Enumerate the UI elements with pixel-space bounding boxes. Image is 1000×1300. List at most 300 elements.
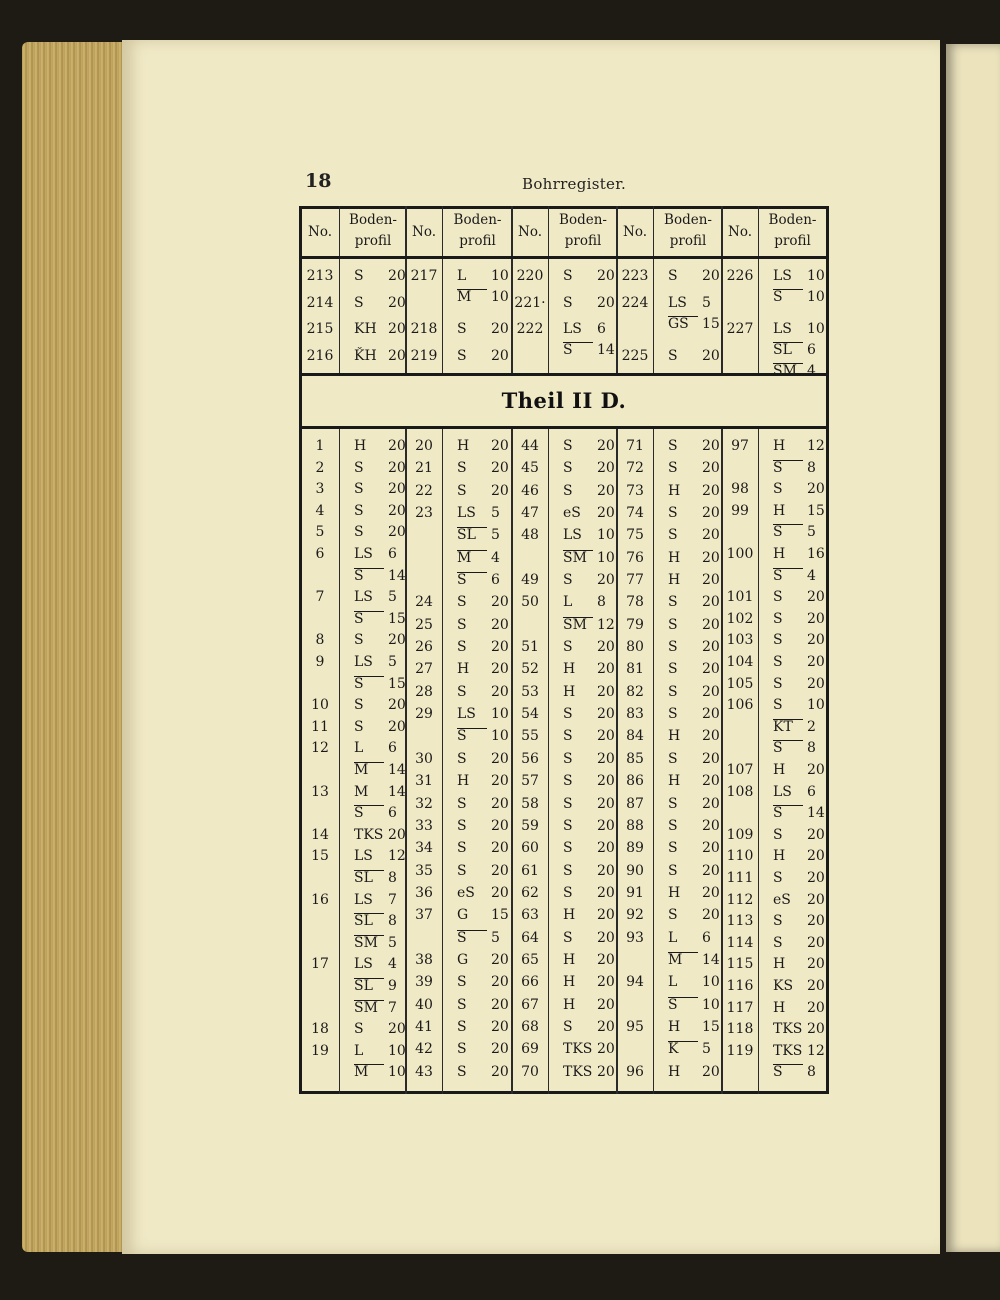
entry-number: 106 — [726, 697, 754, 714]
soil-code: S — [668, 505, 678, 522]
depth-value: 20 — [702, 482, 720, 499]
section-title: Theil II D. — [501, 388, 627, 413]
profile-line — [668, 572, 720, 588]
entry-number: 119 — [726, 1042, 754, 1059]
entry-number: 17 — [311, 956, 329, 973]
profile-line — [773, 913, 825, 929]
depth-value: 20 — [597, 1018, 615, 1035]
profile-line — [563, 885, 615, 901]
depth-value: 20 — [388, 524, 406, 541]
soil-code: S — [668, 907, 678, 924]
depth-value: 20 — [702, 594, 720, 611]
profile-line — [457, 348, 512, 364]
entry-number: 26 — [415, 639, 433, 656]
profile-line — [457, 751, 509, 767]
depth-value: 20 — [491, 616, 509, 633]
entry-number: 23 — [415, 505, 433, 522]
depth-value: 20 — [702, 661, 720, 678]
entry-number: 29 — [415, 706, 433, 723]
profile-line — [563, 342, 617, 358]
depth-value: 5 — [491, 527, 500, 544]
profile-line — [773, 762, 825, 778]
profile-line — [773, 268, 826, 284]
entry-number: 108 — [726, 783, 754, 800]
profile-line — [354, 870, 406, 886]
depth-value: 4 — [491, 549, 500, 566]
entry-number: 77 — [626, 572, 644, 589]
entry-number: 214 — [306, 294, 334, 311]
soil-code: S — [354, 805, 384, 821]
entry-number: 33 — [415, 817, 433, 834]
entry-number: 101 — [726, 589, 754, 606]
soil-code: M — [457, 550, 487, 566]
entry-number: 36 — [415, 884, 433, 901]
entry-number: 66 — [521, 974, 539, 991]
profile-line — [668, 684, 720, 700]
profile-line — [354, 589, 406, 605]
soil-code: S — [773, 289, 803, 305]
depth-value: 20 — [597, 505, 615, 522]
depth-value: 20 — [702, 840, 720, 857]
soil-code: TKS — [563, 1063, 593, 1080]
header-rule — [302, 256, 826, 259]
depth-value: 4 — [807, 567, 816, 584]
header-line-1: Boden- — [664, 212, 712, 228]
profile-line — [773, 827, 825, 843]
soil-code: S — [563, 862, 573, 879]
entry-number: 22 — [415, 482, 433, 499]
entry-number: 73 — [626, 482, 644, 499]
depth-value: 7 — [388, 999, 397, 1016]
entry-number: 42 — [415, 1041, 433, 1058]
depth-value: 8 — [807, 740, 816, 757]
header-bodenprofil — [654, 210, 722, 252]
entry-number: 76 — [626, 549, 644, 566]
profile-line — [773, 589, 825, 605]
profile-line — [563, 594, 615, 610]
soil-code: S — [457, 817, 467, 834]
soil-code: S — [773, 1064, 803, 1080]
profile-line — [773, 363, 826, 379]
depth-value: 20 — [388, 347, 406, 364]
depth-value: 20 — [597, 572, 615, 589]
profile-line — [773, 956, 825, 972]
depth-value: 15 — [807, 502, 825, 519]
entry-number: 59 — [521, 817, 539, 834]
depth-value: 20 — [491, 594, 509, 611]
soil-code: S — [563, 268, 573, 284]
entry-number: 102 — [726, 610, 754, 627]
soil-code: M — [668, 952, 698, 968]
entry-number: 107 — [726, 762, 754, 778]
soil-code: S — [457, 728, 487, 744]
soil-code: ǨH — [354, 347, 377, 364]
depth-value: 20 — [807, 999, 825, 1016]
soil-code: KH — [354, 321, 377, 337]
entry-number: 105 — [726, 675, 754, 692]
profile-line — [563, 930, 615, 946]
profile-line — [773, 546, 825, 562]
entry-number: 95 — [626, 1018, 644, 1035]
profile-line — [773, 460, 825, 476]
soil-code: S — [668, 997, 698, 1013]
soil-code: eS — [457, 884, 475, 901]
soil-code: H — [563, 907, 576, 924]
depth-value: 12 — [388, 848, 406, 865]
depth-value: 6 — [388, 805, 397, 822]
profile-line — [773, 568, 825, 584]
entry-number: 86 — [626, 773, 644, 790]
profile-line — [354, 978, 406, 994]
depth-value: 20 — [388, 438, 406, 454]
profile-line — [773, 892, 825, 908]
entry-number: 100 — [726, 546, 754, 562]
soil-code: eS — [563, 505, 581, 522]
entry-number: 218 — [410, 321, 438, 337]
profile-line — [773, 935, 825, 951]
profile-line — [668, 550, 720, 566]
depth-value: 20 — [807, 481, 825, 498]
entry-number: 65 — [521, 951, 539, 968]
header-line-1: Boden- — [559, 212, 607, 228]
profile-line — [563, 684, 615, 700]
depth-value: 20 — [702, 460, 720, 477]
entry-number: 68 — [521, 1018, 539, 1035]
entry-number: 10 — [311, 697, 329, 714]
soil-code: LS — [773, 783, 792, 800]
entry-number: 53 — [521, 683, 539, 700]
depth-value: 20 — [597, 884, 615, 901]
entry-number: 79 — [626, 616, 644, 633]
entry-number: 90 — [626, 862, 644, 879]
soil-code: S — [354, 676, 384, 692]
entry-number: 114 — [726, 934, 754, 951]
profile-line — [563, 527, 615, 543]
depth-value: 20 — [491, 1063, 509, 1080]
soil-code: L — [668, 974, 678, 991]
soil-code: S — [668, 639, 678, 656]
profile-line — [354, 611, 406, 627]
header-no: No. — [728, 224, 752, 240]
soil-code: LS — [354, 654, 373, 670]
soil-code: SL — [773, 342, 803, 358]
entry-number: 19 — [311, 1042, 329, 1059]
soil-code: LS — [354, 848, 373, 865]
soil-code: LS — [457, 505, 476, 522]
profile-line — [457, 639, 509, 655]
depth-value: 10 — [807, 289, 825, 305]
profile-line — [354, 740, 406, 756]
depth-value: 20 — [702, 884, 720, 901]
soil-code: S — [773, 805, 803, 821]
depth-value: 20 — [702, 817, 720, 834]
entry-number: 118 — [726, 1021, 754, 1038]
profile-line — [773, 438, 825, 454]
profile-line — [668, 773, 720, 789]
depth-value: 20 — [702, 1063, 720, 1080]
profile-line — [457, 617, 509, 633]
profile-line — [773, 654, 825, 670]
entry-number: 97 — [731, 438, 749, 454]
depth-value: 10 — [807, 268, 825, 284]
depth-value: 6 — [807, 342, 816, 358]
header-line-1: Boden- — [349, 212, 397, 228]
entry-number: 15 — [311, 848, 329, 865]
soil-code: S — [668, 817, 678, 834]
profile-line — [773, 1043, 825, 1059]
soil-code: S — [354, 568, 384, 584]
entry-number: 81 — [626, 661, 644, 678]
profile-line — [457, 505, 509, 521]
entry-number: 45 — [521, 460, 539, 477]
profile-line — [457, 818, 509, 834]
depth-value: 20 — [597, 438, 615, 454]
soil-code: S — [668, 706, 678, 723]
soil-code: H — [668, 1063, 681, 1080]
entry-number: 35 — [415, 862, 433, 879]
profile-line — [563, 1041, 615, 1057]
soil-code: LS — [773, 321, 792, 337]
soil-code: S — [457, 616, 467, 633]
soil-code: S — [354, 611, 384, 627]
soil-code: H — [457, 661, 470, 678]
profile-line — [773, 1000, 825, 1016]
depth-value: 20 — [597, 840, 615, 857]
entry-number: 37 — [415, 907, 433, 924]
depth-value: 20 — [491, 840, 509, 857]
soil-code: H — [773, 956, 786, 973]
soil-code: S — [668, 616, 678, 633]
soil-code: SL — [354, 978, 384, 994]
profile-line — [354, 719, 406, 735]
entry-number: 55 — [521, 728, 539, 745]
entry-number: 62 — [521, 884, 539, 901]
soil-code: S — [773, 632, 783, 649]
entry-number: 71 — [626, 438, 644, 454]
soil-code: H — [668, 482, 681, 499]
depth-value: 20 — [807, 891, 825, 908]
soil-code: S — [354, 294, 364, 311]
soil-code: S — [354, 502, 364, 519]
depth-value: 20 — [702, 795, 720, 812]
depth-value: 14 — [388, 567, 406, 584]
profile-line — [354, 762, 406, 778]
facing-page-edge — [946, 44, 1000, 1252]
depth-value: 20 — [702, 347, 720, 364]
profile-line — [773, 848, 825, 864]
entry-number: 220 — [516, 268, 544, 284]
depth-value: 16 — [807, 546, 825, 562]
entry-number: 63 — [521, 907, 539, 924]
depth-value: 4 — [807, 363, 816, 379]
entry-number: 28 — [415, 683, 433, 700]
entry-number: 44 — [521, 438, 539, 454]
entry-number: 61 — [521, 862, 539, 879]
profile-line — [668, 840, 720, 856]
entry-number: 110 — [726, 848, 754, 865]
depth-value: 14 — [702, 951, 720, 968]
profile-line — [773, 342, 826, 358]
profile-line — [773, 321, 826, 337]
profile-line — [668, 460, 720, 476]
depth-value: 20 — [807, 956, 825, 973]
depth-value: 20 — [702, 728, 720, 745]
soil-code: S — [457, 347, 467, 364]
profile-line — [563, 1064, 615, 1080]
depth-value: 20 — [702, 268, 720, 284]
profile-line — [563, 773, 615, 789]
entry-number: 32 — [415, 795, 433, 812]
depth-value: 20 — [807, 632, 825, 649]
depth-value: 5 — [702, 1041, 711, 1058]
profile-line — [563, 974, 615, 990]
depth-value: 20 — [597, 639, 615, 656]
depth-value: 20 — [491, 974, 509, 991]
profile-line — [563, 617, 615, 633]
entry-number: 223 — [621, 268, 649, 284]
profile-line — [563, 706, 615, 722]
soil-code: S — [457, 795, 467, 812]
depth-value: 20 — [702, 773, 720, 790]
profile-line — [354, 827, 406, 843]
profile-line — [668, 1041, 720, 1057]
soil-code: S — [668, 527, 678, 544]
soil-code: GS — [668, 316, 698, 332]
entry-number: 70 — [521, 1063, 539, 1080]
entry-number: 57 — [521, 773, 539, 790]
entry-number: 12 — [311, 740, 329, 757]
header-line-2: profil — [564, 233, 602, 249]
entry-number: 31 — [415, 773, 433, 790]
depth-value: 20 — [597, 706, 615, 723]
depth-value: 6 — [702, 929, 711, 946]
profile-line — [773, 870, 825, 886]
profile-line — [773, 784, 825, 800]
entry-number: 56 — [521, 750, 539, 767]
profile-line — [457, 1019, 509, 1035]
column-rule — [548, 206, 550, 1094]
soil-code: S — [457, 572, 487, 588]
soil-code: S — [563, 482, 573, 499]
soil-code: H — [563, 683, 576, 700]
profile-line — [457, 863, 509, 879]
depth-value: 6 — [388, 740, 397, 757]
profile-line — [668, 594, 720, 610]
profile-line — [563, 572, 615, 588]
profile-line — [563, 863, 615, 879]
profile-line — [773, 289, 826, 305]
depth-value: 20 — [702, 683, 720, 700]
depth-value: 20 — [702, 907, 720, 924]
depth-value: 10 — [388, 1064, 406, 1081]
soil-code: H — [563, 996, 576, 1013]
profile-line — [668, 1064, 720, 1080]
depth-value: 14 — [597, 342, 615, 358]
entry-number: 40 — [415, 996, 433, 1013]
depth-value: 20 — [597, 795, 615, 812]
depth-value: 10 — [491, 728, 509, 745]
entry-number: 82 — [626, 683, 644, 700]
depth-value: 15 — [702, 1018, 720, 1035]
soil-code: S — [668, 862, 678, 879]
depth-value: 20 — [702, 505, 720, 522]
profile-line — [457, 661, 509, 677]
entry-number: 112 — [726, 891, 754, 908]
depth-value: 20 — [807, 762, 825, 778]
profile-line — [457, 1064, 509, 1080]
profile-line — [563, 295, 617, 311]
soil-code: SL — [354, 913, 384, 929]
entry-number: 25 — [415, 616, 433, 633]
profile-line — [457, 527, 509, 543]
header-line-2: profil — [354, 233, 392, 249]
profile-line — [457, 572, 509, 588]
soil-code: M — [354, 1064, 384, 1080]
entry-number: 78 — [626, 594, 644, 611]
depth-value: 15 — [702, 315, 720, 332]
depth-value: 20 — [807, 913, 825, 930]
depth-value: 20 — [807, 870, 825, 886]
entry-number: 116 — [726, 978, 754, 994]
depth-value: 12 — [807, 438, 825, 454]
profile-line — [354, 1064, 406, 1080]
soil-code: S — [668, 840, 678, 857]
depth-value: 20 — [597, 817, 615, 834]
soil-code: S — [354, 697, 364, 714]
soil-code: S — [457, 683, 467, 700]
profile-line — [668, 316, 722, 332]
depth-value: 15 — [388, 610, 406, 627]
entry-number: 47 — [521, 505, 539, 522]
soil-code: S — [668, 460, 678, 477]
entry-number: 3 — [315, 481, 325, 498]
soil-code: H — [668, 728, 681, 745]
soil-code: LS — [354, 546, 373, 562]
soil-code: H — [773, 546, 786, 562]
profile-line — [354, 295, 406, 311]
depth-value: 20 — [597, 1063, 615, 1080]
profile-line — [563, 840, 615, 856]
soil-code: S — [668, 661, 678, 678]
soil-code: LS — [668, 294, 687, 311]
depth-value: 20 — [597, 482, 615, 499]
entry-number: 213 — [306, 268, 334, 284]
profile-line — [563, 505, 615, 521]
entry-number: 88 — [626, 817, 644, 834]
profile-line — [457, 997, 509, 1013]
profile-line — [773, 719, 825, 735]
depth-value: 20 — [597, 728, 615, 745]
entry-number: 225 — [621, 347, 649, 364]
soil-code: H — [773, 438, 786, 454]
profile-line — [457, 840, 509, 856]
entry-number: 24 — [415, 594, 433, 611]
depth-value: 10 — [388, 1042, 406, 1059]
profile-line — [457, 907, 509, 923]
depth-value: 20 — [491, 1041, 509, 1058]
entry-number: 89 — [626, 840, 644, 857]
depth-value: 5 — [702, 294, 711, 311]
profile-line — [668, 639, 720, 655]
soil-code: S — [354, 481, 364, 498]
profile-line — [563, 997, 615, 1013]
profile-line — [668, 1019, 720, 1035]
soil-code: S — [773, 826, 783, 843]
header-no: No. — [623, 224, 647, 240]
soil-code: S — [773, 524, 803, 540]
soil-code: S — [563, 1018, 573, 1035]
soil-code: G — [457, 907, 469, 924]
